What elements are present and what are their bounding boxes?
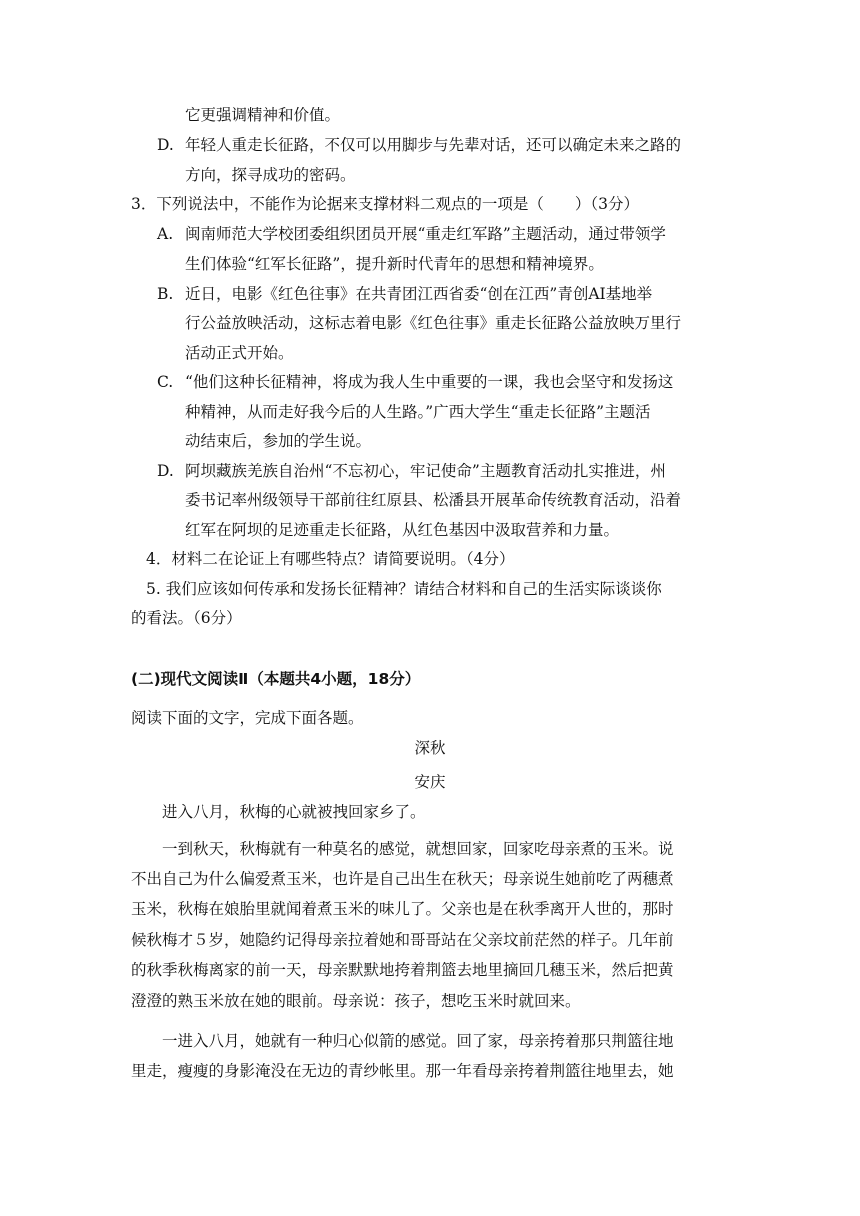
option-c-line: 种精神，从而走好我今后的人生路。”广西大学生“重走长征路”主题活 xyxy=(185,403,651,421)
story-paragraph-line: 一进入八月，她就有一种归心似箭的感觉。回了家，母亲挎着那只荆篮往地 xyxy=(162,1032,674,1050)
option-d-line: 委书记率州级领导干部前往红原县、松潘县开展革命传统教育活动，沿着 xyxy=(185,491,682,509)
story-paragraph-line: 候秋梅才５岁，她隐约记得母亲拉着她和哥哥站在父亲坟前茫然的样子。几年前 xyxy=(131,931,674,949)
option-b-line: 活动正式开始。 xyxy=(185,344,294,362)
story-paragraph-line: 里走，瘦瘦的身影淹没在无边的青纱帐里。那一年看母亲挎着荆篮往地里去，她 xyxy=(131,1062,674,1080)
q2-option-d-line: 年轻人重走长征路，不仅可以用脚步与先辈对话，还可以确定未来之路的 xyxy=(185,136,682,154)
option-b-line: 近日，电影《红色往事》在共青团江西省委“创在江西”青创AI基地举 xyxy=(185,285,653,303)
question-3-stem: 3．下列说法中，不能作为论据来支撑材料二观点的一项是（ ）（3分） xyxy=(131,195,639,213)
section-title: (二)现代文阅读Ⅱ（本题共4小题，18分） xyxy=(131,670,421,688)
option-a-label: A. xyxy=(157,225,174,243)
story-paragraph-line: 一到秋天，秋梅就有一种莫名的感觉，就想回家，回家吃母亲煮的玉米。说 xyxy=(162,840,674,858)
question-4: 4．材料二在论证上有哪些特点？请简要说明。（4分） xyxy=(146,550,515,568)
option-d-label: D. xyxy=(157,462,174,480)
option-c-line: 动结束后，参加的学生说。 xyxy=(185,432,372,450)
question-5-line: 的看法。（6分） xyxy=(131,609,242,627)
reading-instruction: 阅读下面的文字，完成下面各题。 xyxy=(131,709,364,727)
option-c-label: C. xyxy=(157,373,174,391)
option-c-line: “他们这种长征精神，将成为我人生中重要的一课，我也会坚守和发扬这 xyxy=(185,373,674,391)
story-paragraph-line: 不出自己为什么偏爱煮玉米，也许是自己出生在秋天；母亲说生她前吃了两穗煮 xyxy=(131,870,674,888)
story-paragraph: 进入八月，秋梅的心就被拽回家乡了。 xyxy=(162,803,426,821)
story-paragraph-line: 玉米，秋梅在娘胎里就闻着煮玉米的味儿了。父亲也是在秋季离开人世的，那时 xyxy=(131,900,674,918)
option-b-line: 行公益放映活动，这标志着电影《红色往事》重走长征路公益放映万里行 xyxy=(185,314,682,332)
story-author: 安庆 xyxy=(414,773,446,791)
q2-option-d-line: 方向，探寻成功的密码。 xyxy=(185,166,356,184)
option-d-line: 红军在阿坝的足迹重走长征路，从红色基因中汲取营养和力量。 xyxy=(185,521,620,539)
story-title: 深秋 xyxy=(414,739,446,757)
story-paragraph-line: 澄澄的熟玉米放在她的眼前。母亲说：孩子，想吃玉米时就回来。 xyxy=(131,992,581,1010)
option-a-line: 闽南师范大学校团委组织团员开展“重走红军路”主题活动，通过带领学 xyxy=(185,225,666,243)
option-a-line: 生们体验“红军长征路”，提升新时代青年的思想和精神境界。 xyxy=(185,255,604,273)
story-paragraph-line: 的秋季秋梅离家的前一天，母亲默默地挎着荆篮去地里摘回几穗玉米，然后把黄 xyxy=(131,961,674,979)
q2-option-d-label: D. xyxy=(157,136,174,154)
q2-option-c-tail: 它更强调精神和价值。 xyxy=(185,106,341,124)
option-b-label: B. xyxy=(157,285,174,303)
option-d-line: 阿坝藏族羌族自治州“不忘初心，牢记使命”主题教育活动扎实推进，州 xyxy=(185,462,666,480)
question-5-line: 5. 我们应该如何传承和发扬长征精神？请结合材料和自己的生活实际谈谈你 xyxy=(146,580,662,598)
